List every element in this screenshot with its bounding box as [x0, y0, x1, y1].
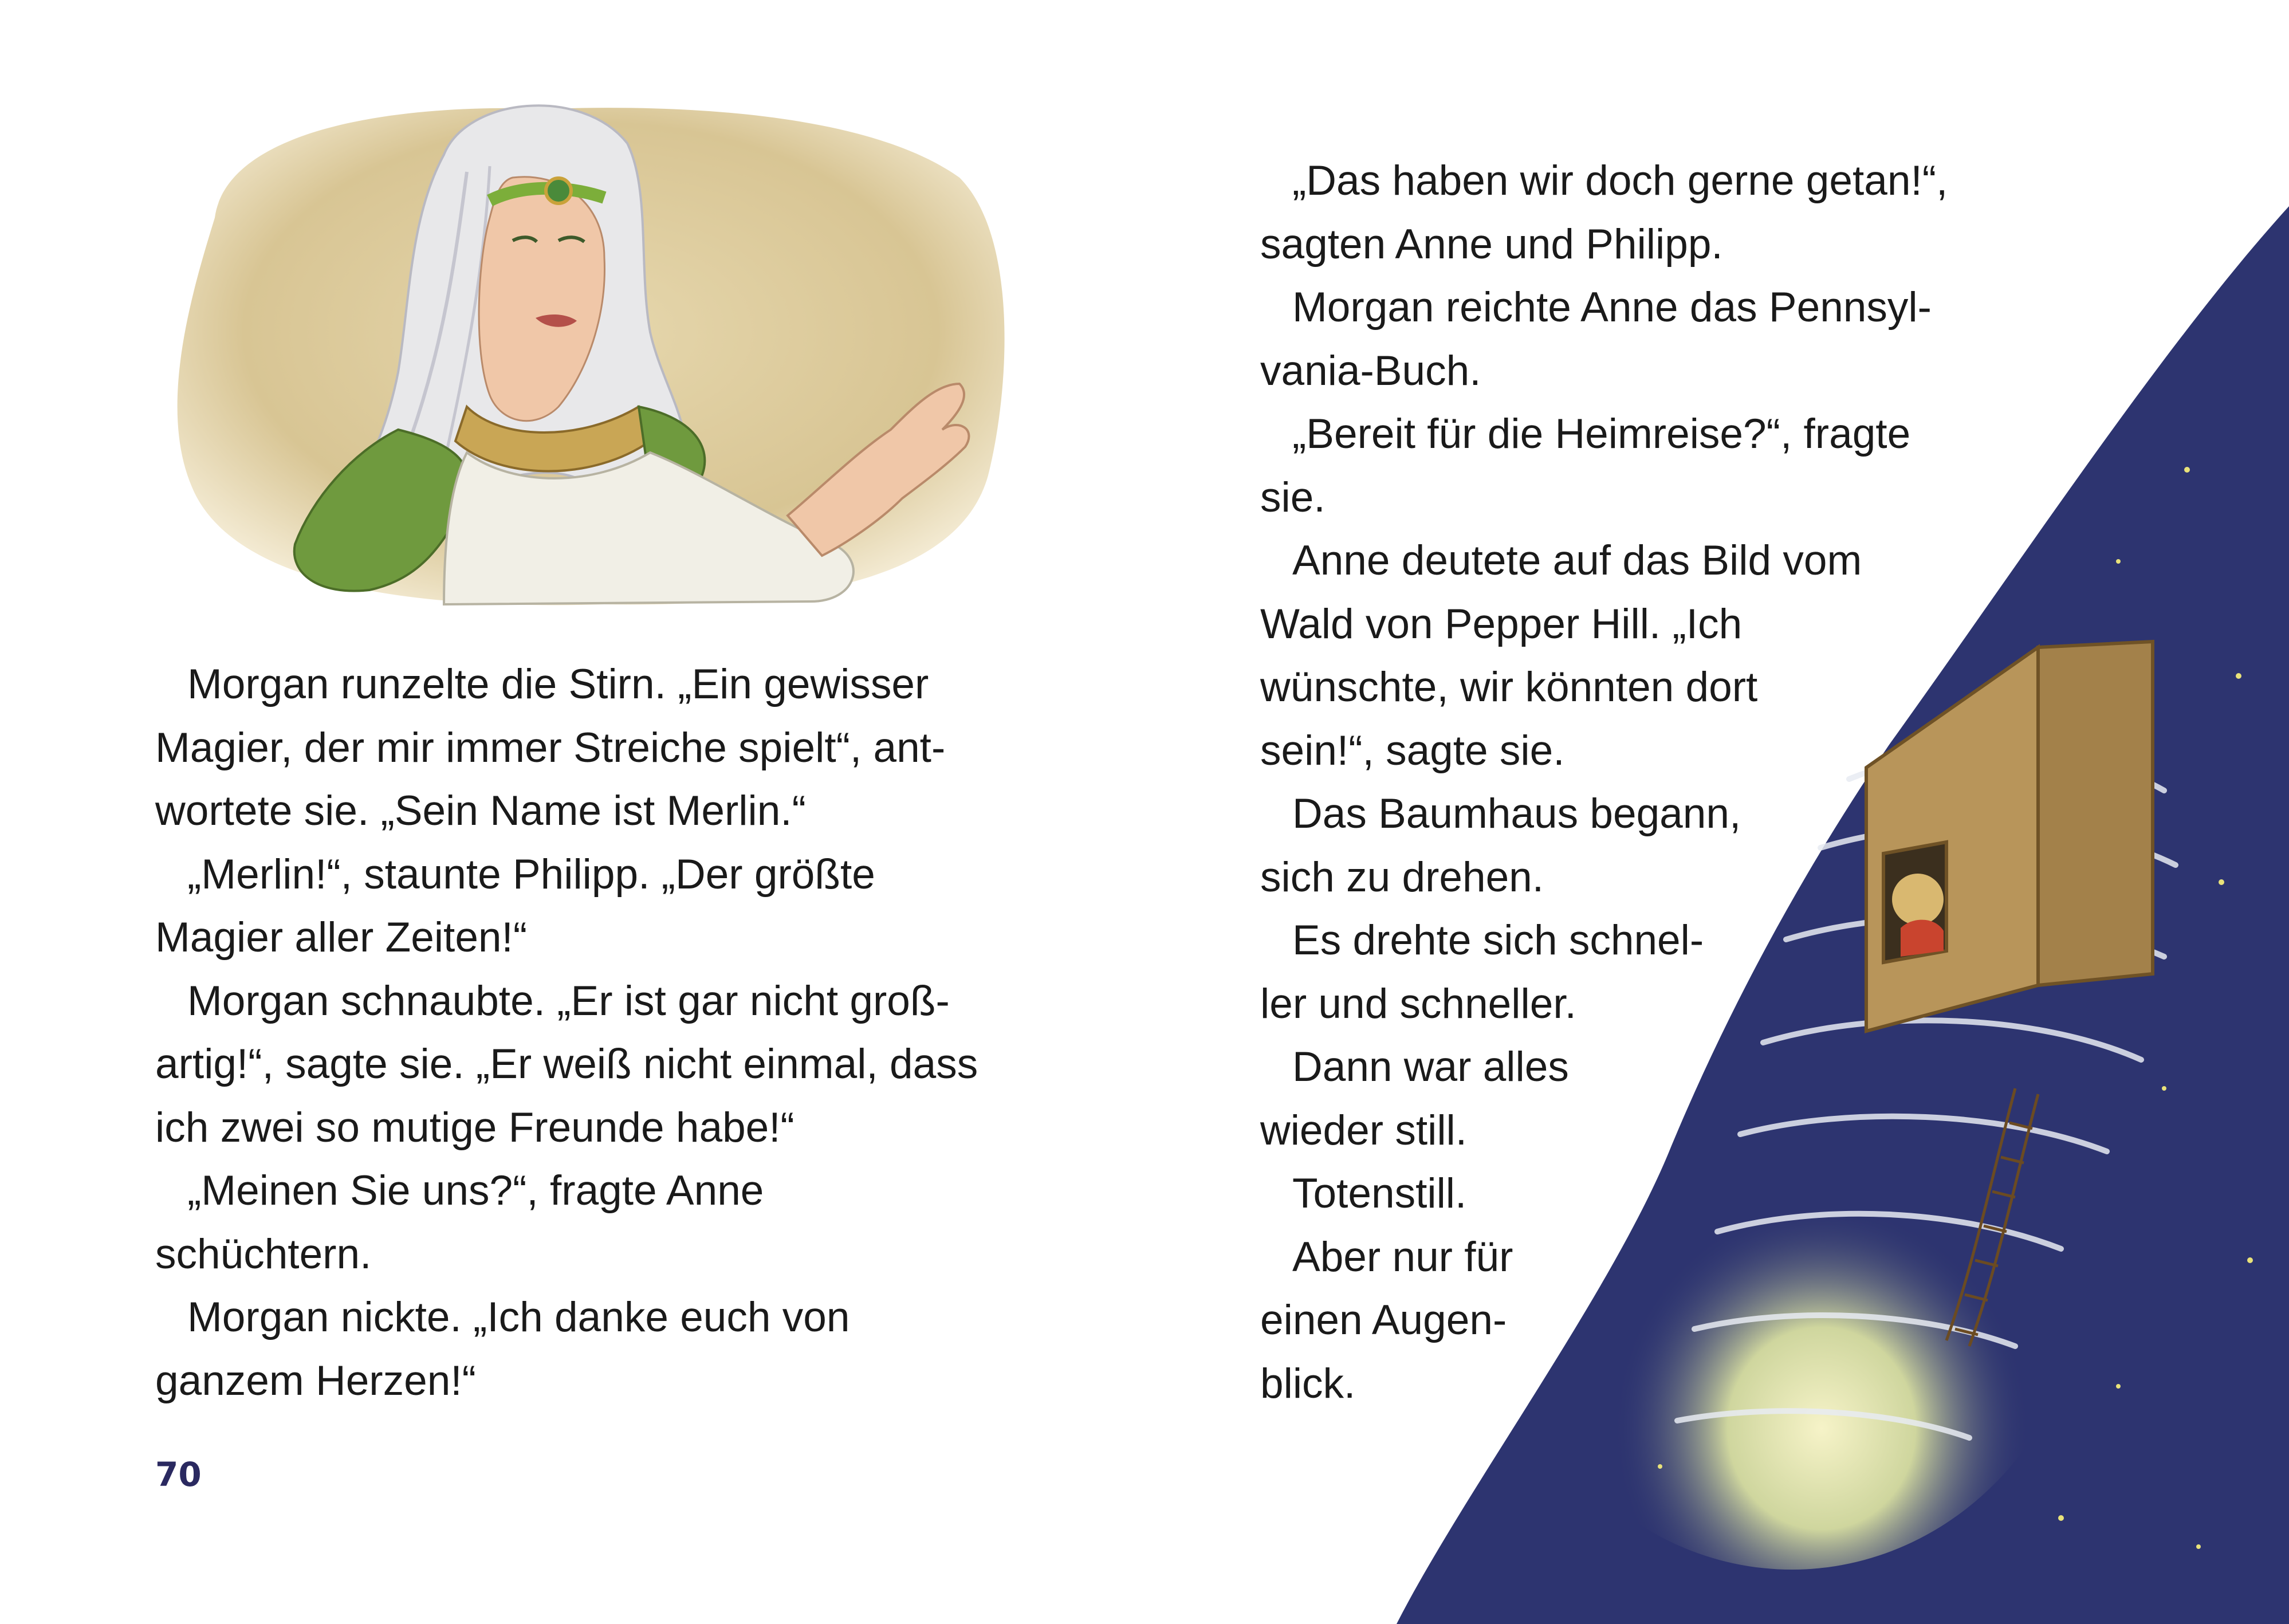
- text-line: sich zu drehen.: [1260, 854, 1544, 901]
- paragraph: [1260, 1226, 2005, 1416]
- text-line: wünschte, wir könnten dort: [1260, 664, 1758, 710]
- left-body-text: [155, 653, 1049, 1413]
- text-line: wortete sie. „Sein Name ist Merlin.“: [155, 788, 806, 834]
- text-line: Totenstill.: [1292, 1170, 1467, 1217]
- text-line: „Das haben wir doch gerne getan!“,: [1292, 158, 1948, 204]
- text-line: Wald von Pepper Hill. „Ich: [1260, 600, 1743, 647]
- left-page: [0, 0, 1144, 1624]
- text-line: artig!“, sagte sie. „Er weiß nicht einmal, dass: [155, 1041, 978, 1087]
- paragraph: [155, 1286, 1049, 1413]
- text-line: ich zwei so mutige Freunde habe!“: [155, 1104, 795, 1151]
- text-line: wieder still.: [1260, 1107, 1468, 1154]
- text-line: „Bereit für die Heimreise?“, fragte: [1292, 411, 1911, 457]
- paragraph: [1260, 1036, 2005, 1162]
- paragraph: [1260, 529, 2005, 782]
- text-line: sein!“, sagte sie.: [1260, 727, 1565, 774]
- text-line: schüchtern.: [155, 1230, 372, 1277]
- paragraph: [1260, 403, 2005, 529]
- morgan-illustration: [146, 86, 1040, 622]
- text-line: Aber nur für: [1292, 1233, 1513, 1280]
- text-line: vania-Buch.: [1260, 347, 1481, 394]
- text-line: Morgan runzelte die Stirn. „Ein gewisser: [187, 661, 929, 707]
- text-line: Morgan reichte Anne das Pennsyl-: [1292, 284, 1932, 331]
- paragraph: [1260, 1162, 2005, 1226]
- paragraph: [1260, 909, 2005, 1036]
- text-line: Dann war alles: [1292, 1044, 1569, 1090]
- text-line: einen Augen-: [1260, 1297, 1507, 1343]
- paragraph: [1260, 782, 2005, 909]
- text-line: Es drehte sich schnel-: [1292, 917, 1704, 964]
- paragraph: [155, 843, 1049, 970]
- text-line: ler und schneller.: [1260, 980, 1576, 1027]
- text-line: Morgan schnaubte. „Er ist gar nicht groß-: [187, 977, 950, 1024]
- text-line: „Merlin!“, staunte Philipp. „Der größte: [187, 851, 875, 898]
- text-line: sagten Anne und Philipp.: [1260, 221, 1723, 268]
- paragraph: [155, 653, 1049, 843]
- page-number: 70: [155, 1455, 202, 1494]
- paragraph: [1260, 150, 2005, 276]
- paragraph: [155, 1159, 1049, 1286]
- text-line: Anne deutete auf das Bild vom: [1292, 537, 1862, 584]
- text-line: blick.: [1260, 1360, 1356, 1407]
- text-line: Das Baumhaus begann,: [1292, 791, 1741, 837]
- right-body-text: [1260, 150, 2005, 1415]
- text-line: Magier aller Zeiten!“: [155, 914, 528, 961]
- text-line: Morgan nickte. „Ich danke euch von: [187, 1294, 850, 1340]
- text-line: „Meinen Sie uns?“, fragte Anne: [187, 1167, 764, 1214]
- text-line: Magier, der mir immer Streiche spielt“, ant-: [155, 724, 946, 771]
- right-page: [1144, 0, 2289, 1624]
- text-line: sie.: [1260, 474, 1326, 521]
- paragraph: [155, 970, 1049, 1160]
- paragraph: [1260, 276, 2005, 403]
- text-line: ganzem Herzen!“: [155, 1357, 476, 1404]
